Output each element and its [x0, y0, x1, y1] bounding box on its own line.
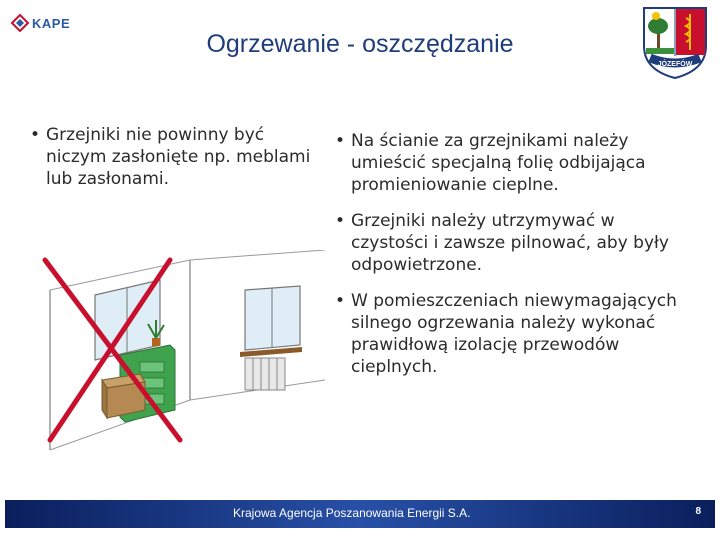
right-bullet-2-text: Grzejniki należy utrzymywać w czystości i zawsze pilnować, aby były odpowietrzone. [351, 211, 669, 275]
blocked-radiator-illustration [40, 250, 330, 470]
right-column [335, 130, 685, 392]
right-bullet-2 [335, 210, 685, 276]
right-bullet-3-text: W pomieszczeniach niewymagających silnego ogrzewania należy wykonać prawidłową izolację przewodów cieplnych. [351, 291, 677, 377]
right-bullet-1-text: Na ścianie za grzejnikami należy umieścić specjalną folię odbijająca promieniowanie cieplne. [351, 131, 646, 195]
page-number: 8 [695, 506, 701, 517]
bullet-symbol: • [335, 211, 346, 231]
bullet-symbol: • [30, 125, 41, 145]
crest-text: JÓZEFÓW [657, 61, 693, 68]
kape-logo-text: KAPE [32, 16, 71, 31]
jozefow-crest-icon [640, 4, 710, 80]
bullet-symbol: • [335, 291, 346, 311]
footer [0, 500, 720, 528]
left-bullet-1-text: Grzejniki nie powinny być niczym zasłonięte np. meblami lub zasłonami. [46, 125, 311, 189]
bullet-symbol: • [335, 131, 346, 151]
footer-organization: Krajowa Agencja Poszanowania Energii S.A. [233, 506, 471, 520]
left-column [30, 124, 320, 204]
footer-bar [5, 500, 715, 528]
slide-title: Ogrzewanie - oszczędzanie [206, 30, 514, 58]
left-bullet-1 [30, 124, 320, 190]
right-bullet-1 [335, 130, 685, 196]
right-bullet-3 [335, 290, 685, 378]
